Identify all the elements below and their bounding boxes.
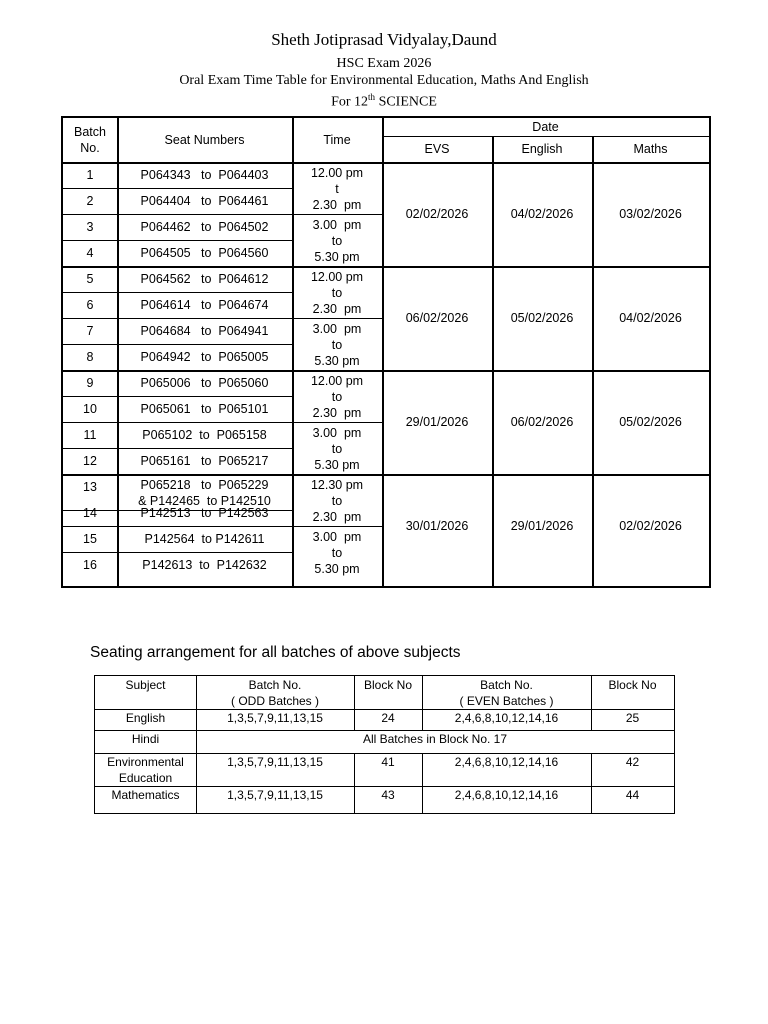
seat-range-12	[117, 448, 292, 474]
batch-no-2-text: 2	[86, 194, 94, 208]
time-divider	[292, 422, 382, 423]
seating-subject-english	[95, 710, 196, 731]
seating-header-subject-text: Subject	[125, 678, 166, 692]
seating-odd-environmental-education-text: 1,3,5,7,9,11,13,15	[227, 755, 323, 769]
seat-range-16	[117, 552, 292, 578]
seating-subject-environmental-education-text: Environmental Education	[107, 755, 184, 785]
seating-header-odd-batches	[196, 677, 354, 710]
evs-date-group-1-text: 02/02/2026	[405, 207, 469, 221]
seat-range-8	[117, 344, 292, 370]
batch-no-13	[63, 474, 117, 500]
seat-range-1	[117, 162, 292, 188]
seat-range-4	[117, 240, 292, 266]
seating-header-block-even	[591, 677, 674, 710]
time-slot-8	[292, 528, 382, 578]
seat-range-6-text: P064614 to P064674	[140, 298, 269, 312]
time-divider	[292, 526, 382, 527]
oral-exam-timetable	[61, 116, 711, 588]
batch-no-3	[63, 214, 117, 240]
seating-odd-mathematics-text: 1,3,5,7,9,11,13,15	[227, 788, 323, 802]
seat-range-14-text: P142513 to P142563	[140, 506, 269, 520]
seating-merged-hindi	[196, 731, 674, 754]
seat-range-6	[117, 292, 292, 318]
seating-block-odd-environmental-education-text: 41	[381, 755, 395, 769]
seating-arrangement-table	[94, 675, 675, 814]
header-date-text: Date	[532, 120, 559, 134]
batch-no-16	[63, 552, 117, 578]
batch-no-12-text: 12	[83, 454, 97, 468]
seat-range-8-text: P064942 to P065005	[140, 350, 269, 364]
seating-block-even-english-text: 25	[625, 711, 640, 725]
maths-date-group-3-text: 05/02/2026	[619, 415, 682, 429]
seat-range-7-text: P064684 to P064941	[140, 324, 269, 338]
school-name-text: Sheth Jotiprasad Vidyalay,Daund	[271, 30, 497, 49]
evs-date-group-4-text: 30/01/2026	[405, 519, 469, 533]
english-date-group-2-text: 05/02/2026	[510, 311, 574, 325]
english-date-group-1	[492, 162, 592, 266]
seating-block-odd-mathematics-text: 43	[381, 788, 395, 802]
header-evs	[382, 136, 492, 162]
batch-no-14	[63, 500, 117, 526]
seat-range-3-text: P064462 to P064502	[140, 220, 269, 234]
header-time	[292, 118, 382, 162]
maths-date-group-4-text: 02/02/2026	[619, 519, 682, 533]
seating-block-even-mathematics	[591, 787, 674, 814]
english-date-group-3-text: 06/02/2026	[510, 415, 574, 429]
batch-no-5	[63, 266, 117, 292]
batch-no-8-text: 8	[86, 350, 94, 364]
seating-odd-english-text: 1,3,5,7,9,11,13,15	[227, 711, 323, 725]
header-maths-text: Maths	[633, 142, 668, 156]
seat-range-14	[117, 500, 292, 526]
english-date-group-4	[492, 474, 592, 578]
header-batch-no	[63, 118, 117, 162]
seating-subject-environmental-education	[95, 754, 196, 787]
seat-range-2-text: P064404 to P064461	[140, 194, 269, 208]
seating-block-even-environmental-education-text: 42	[625, 755, 640, 769]
seat-range-10-text: P065061 to P065101	[140, 402, 269, 416]
seating-odd-environmental-education	[196, 754, 354, 787]
seat-range-13-text: P065218 to P065229 & P142465 to P142510	[138, 478, 271, 508]
seating-even-environmental-education	[422, 754, 591, 787]
maths-date-group-2	[592, 266, 709, 370]
maths-date-group-3	[592, 370, 709, 474]
header-english-text: English	[521, 142, 563, 156]
seating-block-even-english	[591, 710, 674, 731]
header-seat-numbers	[117, 118, 292, 162]
seat-range-4-text: P064505 to P064560	[140, 246, 269, 260]
batch-no-9	[63, 370, 117, 396]
seating-header-odd-batches-text: Batch No. ( ODD Batches )	[230, 678, 320, 708]
evs-date-group-4	[382, 474, 492, 578]
time-divider	[292, 318, 382, 319]
seat-range-5-text: P064562 to P064612	[140, 272, 269, 286]
seating-block-odd-english-text: 24	[381, 711, 395, 725]
time-slot-5	[292, 372, 382, 422]
batch-no-4	[63, 240, 117, 266]
class-line	[0, 92, 768, 111]
batch-no-15	[63, 526, 117, 552]
time-slot-8-text: 3.00 pm to 5.30 pm	[312, 530, 362, 576]
seating-merged-hindi-text: All Batches in Block No. 17	[362, 732, 508, 746]
header-batch-no-text: Batch No.	[74, 125, 106, 155]
evs-date-group-2-text: 06/02/2026	[405, 311, 469, 325]
batch-no-1	[63, 162, 117, 188]
batch-no-14-text: 14	[83, 506, 97, 520]
batch-no-11	[63, 422, 117, 448]
seat-range-12-text: P065161 to P065217	[140, 454, 269, 468]
batch-no-1-text: 1	[86, 168, 94, 182]
seat-range-11-text: P065102 to P065158	[142, 428, 267, 442]
header-maths	[592, 136, 709, 162]
seating-subject-mathematics-text: Mathematics	[111, 788, 180, 802]
maths-date-group-4	[592, 474, 709, 578]
seating-header-block-even-text: Block No	[608, 678, 657, 692]
seat-range-15	[117, 526, 292, 552]
seating-block-odd-environmental-education	[354, 754, 422, 787]
seat-range-2	[117, 188, 292, 214]
header-english	[492, 136, 592, 162]
seating-subject-hindi-text: Hindi	[131, 732, 160, 746]
header-time-text: Time	[323, 133, 351, 147]
time-slot-2	[292, 216, 382, 266]
evs-date-group-2	[382, 266, 492, 370]
seating-subject-hindi	[95, 731, 196, 754]
seating-block-even-mathematics-text: 44	[625, 788, 640, 802]
timetable-title: Oral Exam Time Table for Environmental Education, Maths And English	[179, 73, 589, 88]
seating-header-subject	[95, 677, 196, 710]
class-superscript: th	[368, 92, 376, 102]
seating-subject-mathematics	[95, 787, 196, 814]
seat-range-9-text: P065006 to P065060	[140, 376, 269, 390]
header-seat-numbers-text: Seat Numbers	[164, 133, 245, 147]
seat-range-10	[117, 396, 292, 422]
seat-range-5	[117, 266, 292, 292]
time-slot-6	[292, 424, 382, 474]
seat-range-1-text: P064343 to P064403	[140, 168, 269, 182]
batch-no-3-text: 3	[86, 220, 94, 234]
batch-no-10	[63, 396, 117, 422]
header-date	[382, 118, 709, 136]
batch-no-7	[63, 318, 117, 344]
seat-range-11	[117, 422, 292, 448]
batch-no-7-text: 7	[86, 324, 94, 338]
seating-even-english	[422, 710, 591, 731]
seating-title: Seating arrangement for all batches of above subjects	[90, 644, 461, 661]
time-slot-6-text: 3.00 pm to 5.30 pm	[312, 426, 362, 472]
time-slot-4	[292, 320, 382, 370]
seating-header-block-odd	[354, 677, 422, 710]
seat-range-16-text: P142613 to P142632	[142, 558, 267, 572]
english-date-group-4-text: 29/01/2026	[510, 519, 574, 533]
evs-date-group-1	[382, 162, 492, 266]
seating-even-environmental-education-text: 2,4,6,8,10,12,14,16	[454, 755, 559, 769]
seating-header-block-odd-text: Block No	[363, 678, 413, 692]
batch-no-9-text: 9	[86, 376, 94, 390]
seating-even-english-text: 2,4,6,8,10,12,14,16	[454, 711, 559, 725]
seating-block-odd-english	[354, 710, 422, 731]
batch-no-4-text: 4	[86, 246, 94, 260]
header-evs-text: EVS	[424, 142, 450, 156]
seating-header-even-batches	[422, 677, 591, 710]
seating-block-odd-mathematics	[354, 787, 422, 814]
time-slot-1-text: 12.00 pm t 2.30 pm	[310, 166, 364, 212]
batch-no-15-text: 15	[83, 532, 97, 546]
batch-no-6	[63, 292, 117, 318]
batch-no-10-text: 10	[83, 402, 97, 416]
seating-subject-english-text: English	[125, 711, 166, 725]
maths-date-group-1-text: 03/02/2026	[619, 207, 682, 221]
english-date-group-3	[492, 370, 592, 474]
time-slot-7	[292, 476, 382, 526]
seat-range-15-text: P142564 to P142611	[144, 532, 265, 546]
seating-odd-mathematics	[196, 787, 354, 814]
batch-no-12	[63, 448, 117, 474]
maths-date-group-1	[592, 162, 709, 266]
time-slot-2-text: 3.00 pm to 5.30 pm	[312, 218, 362, 264]
seating-odd-english	[196, 710, 354, 731]
class-suffix: SCIENCE	[375, 94, 437, 110]
batch-no-16-text: 16	[83, 558, 97, 572]
school-name	[0, 30, 768, 50]
time-slot-3-text: 12.00 pm to 2.30 pm	[310, 270, 364, 316]
maths-date-group-2-text: 04/02/2026	[619, 311, 682, 325]
seating-even-mathematics-text: 2,4,6,8,10,12,14,16	[454, 788, 559, 802]
seat-range-3	[117, 214, 292, 240]
seating-even-mathematics	[422, 787, 591, 814]
batch-no-11-text: 11	[83, 428, 97, 442]
time-slot-3	[292, 268, 382, 318]
batch-no-6-text: 6	[86, 298, 94, 312]
class-prefix: For 12	[331, 94, 369, 110]
english-date-group-2	[492, 266, 592, 370]
time-divider	[292, 214, 382, 215]
seating-block-even-environmental-education	[591, 754, 674, 787]
seat-range-9	[117, 370, 292, 396]
time-slot-5-text: 12.00 pm to 2.30 pm	[310, 374, 364, 420]
batch-no-5-text: 5	[86, 272, 94, 286]
english-date-group-1-text: 04/02/2026	[510, 207, 574, 221]
time-slot-1	[292, 164, 382, 214]
batch-no-8	[63, 344, 117, 370]
seat-range-7	[117, 318, 292, 344]
exam-name: HSC Exam 2026	[336, 56, 432, 71]
time-slot-4-text: 3.00 pm to 5.30 pm	[312, 322, 362, 368]
time-slot-7-text: 12.30 pm to 2.30 pm	[310, 478, 364, 524]
seating-header-even-batches-text: Batch No. ( EVEN Batches )	[459, 678, 554, 708]
batch-no-2	[63, 188, 117, 214]
evs-date-group-3	[382, 370, 492, 474]
batch-no-13-text: 13	[83, 480, 97, 494]
evs-date-group-3-text: 29/01/2026	[405, 415, 469, 429]
